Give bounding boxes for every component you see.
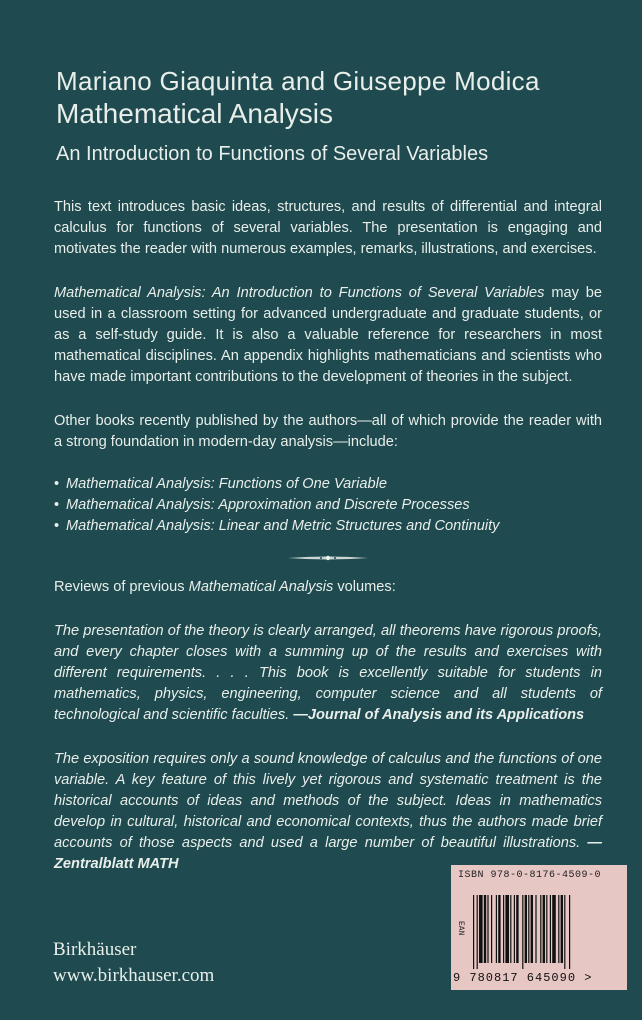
- isbn-label: ISBN 978-0-8176-4509-0: [458, 870, 602, 881]
- review-2-text: The exposition requires only a sound knowledge of calculus and the functions of one variable. A key feature of this lively yet rigorous and systematic treatment is the historical accounts of ideas and methods of the subject. Ideas in mathematics develop in cultural, historical and economical contexts, thus the authors made brief accounts of those aspects and used a large number of beautiful illustrations.: [54, 751, 602, 851]
- book-title-reference: Mathematical Analysis: An Introduction to Functions of Several Variables: [54, 285, 545, 301]
- authors: Mariano Giaquinta and Giuseppe Modica: [56, 66, 540, 96]
- publisher-url: www.birkhauser.com: [53, 965, 215, 986]
- list-item: [54, 495, 602, 516]
- publisher-name: Birkhäuser: [53, 939, 137, 960]
- book-subtitle: An Introduction to Functions of Several Variables: [56, 143, 489, 165]
- review-1-text: The presentation of the theory is clearly arranged, all theorems have rigorous proofs, and every chapter closes with a summing up of the results and exercises with different requirements. . . . This book is excellently suitable for students in mathematics, physics, engineering, computer science and all students of technological and scientific faculties.: [54, 623, 602, 723]
- barcode-box: [451, 865, 627, 990]
- review-1-source: —Journal of Analysis and its Applications: [293, 707, 585, 723]
- book-entry: Mathematical Analysis: Functions of One Variable: [66, 476, 387, 492]
- review-1: [54, 621, 602, 726]
- back-cover-text: [54, 197, 602, 875]
- ean-label: EAN: [456, 921, 465, 936]
- other-books-list: [54, 474, 602, 537]
- reviews-intro-post: volumes:: [333, 579, 396, 595]
- barcode-digits: 9 780817 645090 >: [453, 971, 593, 985]
- barcode-icon: [473, 895, 609, 969]
- reviews-intro: [54, 577, 602, 598]
- review-2-source: —Zentralblatt MATH: [54, 835, 602, 872]
- list-item: [54, 516, 602, 537]
- book-entry: Mathematical Analysis: Linear and Metric Structures and Continuity: [66, 518, 500, 534]
- description-paragraph-1: This text introduces basic ideas, structures, and results of differential and integral calculus for functions of several variables. The presentation is engaging and motivates the reader with numerous examples, remarks, illustrations, and exercises.: [54, 199, 602, 257]
- paragraph-2-text: may be used in a classroom setting for advanced undergraduate and graduate students, or as a self-study guide. It is also a valuable reference for researchers in most mathematical disciplines. An appendix highlights mathematicians and scientists who have made important contributions to the development of theories in the subject.: [54, 285, 602, 385]
- book-title: Mathematical Analysis: [56, 98, 334, 129]
- reviews-intro-title: Mathematical Analysis: [188, 579, 334, 595]
- description-paragraph-3: Other books recently published by the authors—all of which provide the reader with a strong foundation in modern-day analysis—include:: [54, 413, 602, 450]
- bullet-icon: •: [54, 518, 60, 534]
- bullet-icon: •: [54, 476, 60, 492]
- ornament-divider-icon: [54, 543, 602, 573]
- description-paragraph-2: [54, 283, 602, 388]
- publisher-block: [53, 937, 214, 989]
- bullet-icon: •: [54, 497, 60, 513]
- list-item: [54, 474, 602, 495]
- review-2: [54, 749, 602, 875]
- book-entry: Mathematical Analysis: Approximation and Discrete Processes: [66, 497, 470, 513]
- header: [56, 66, 596, 168]
- reviews-intro-pre: Reviews of previous: [54, 579, 189, 595]
